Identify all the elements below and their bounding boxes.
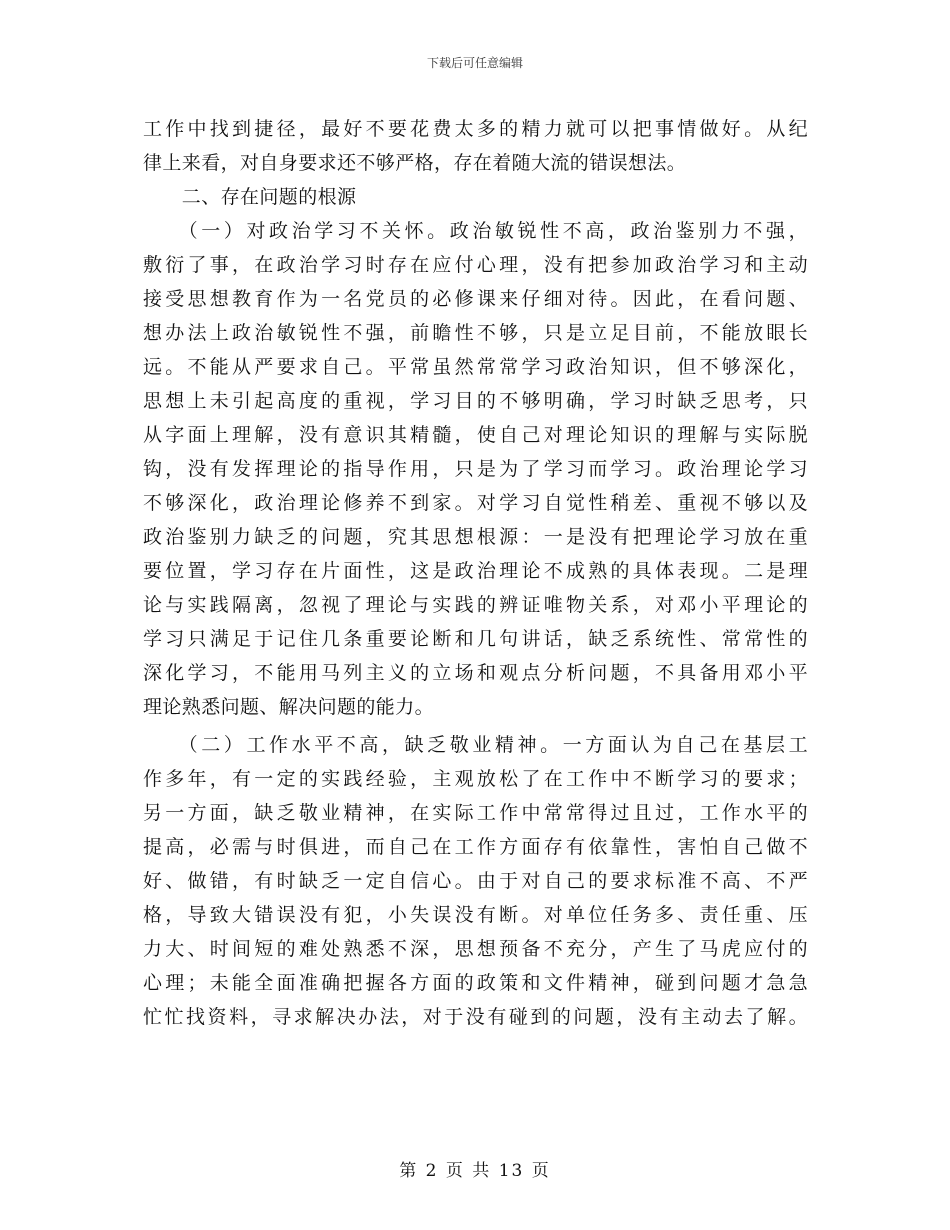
text-line: 工作中找到捷径，最好不要花费太多的精力就可以把事情做好。从纪 — [143, 118, 808, 140]
text-line: 另一方面，缺乏敬业精神，在实际工作中常常得过且过，工作水平的 — [143, 802, 808, 824]
text-line: 作多年，有一定的实践经验，主观放松了在工作中不断学习的要求； — [143, 768, 808, 790]
text-line: 政治鉴别力缺乏的问题，究其思想根源：一是没有把理论学习放在重 — [143, 526, 808, 548]
text-line: （一）对政治学习不关怀。政治敏锐性不高，政治鉴别力不强， — [143, 220, 808, 242]
text-line: 思想上未引起高度的重视，学习目的不够明确，学习时缺乏思考，只 — [143, 390, 808, 412]
text-line: 格，导致大错误没有犯，小失误没有断。对单位任务多、责任重、压 — [143, 904, 808, 926]
text-line: 深化学习，不能用马列主义的立场和观点分析问题，不具备用邓小平 — [143, 662, 808, 684]
text-line: 提高，必需与时俱进，而自己在工作方面存有依靠性，害怕自己做不 — [143, 836, 808, 858]
text-line: 从字面上理解，没有意识其精髓，使自己对理论知识的理解与实际脱 — [143, 424, 808, 446]
page-footer: 第 2 页 共 13 页 — [399, 1161, 551, 1181]
text-line: （二）工作水平不高，缺乏敬业精神。一方面认为自己在基层工 — [143, 734, 808, 756]
text-line: 忙忙找资料，寻求解决办法，对于没有碰到的问题，没有主动去了解。 — [143, 1006, 808, 1028]
text-line: 钩，没有发挥理论的指导作用，只是为了学习而学习。政治理论学习 — [143, 458, 808, 480]
text-line: 远。不能从严要求自己。平常虽然常常学习政治知识，但不够深化， — [143, 356, 808, 378]
text-line: 敷衍了事，在政治学习时存在应付心理，没有把参加政治学习和主动 — [143, 254, 808, 276]
text-line: 想办法上政治敏锐性不强，前瞻性不够，只是立足目前，不能放眼长 — [143, 322, 808, 344]
text-line: 学习只满足于记住几条重要论断和几句讲话，缺乏系统性、常常性的 — [143, 628, 808, 650]
text-line: 不够深化，政治理论修养不到家。对学习自觉性稍差、重视不够以及 — [143, 492, 808, 514]
text-line: 律上来看，对自身要求还不够严格，存在着随大流的错误想法。 — [143, 152, 687, 174]
text-line: 论与实践隔离，忽视了理论与实践的辨证唯物关系，对邓小平理论的 — [143, 594, 808, 616]
page-header: 下载后可任意编辑 — [426, 56, 523, 70]
text-line: 接受思想教育作为一名党员的必修课来仔细对待。因此，在看问题、 — [143, 288, 808, 310]
text-line: 理论熟悉问题、解决问题的能力。 — [143, 696, 435, 718]
text-line: 二、存在问题的根源 — [143, 186, 357, 208]
text-line: 心理；未能全面准确把握各方面的政策和文件精神，碰到问题才急急 — [143, 972, 808, 994]
body-text — [143, 112, 808, 1034]
text-line: 要位置，学习存在片面性，这是政治理论不成熟的具体表现。二是理 — [143, 560, 808, 582]
text-line: 力大、时间短的难处熟悉不深，思想预备不充分，产生了马虎应付的 — [143, 938, 808, 960]
text-line: 好、做错，有时缺乏一定自信心。由于对自己的要求标准不高、不严 — [143, 870, 808, 892]
